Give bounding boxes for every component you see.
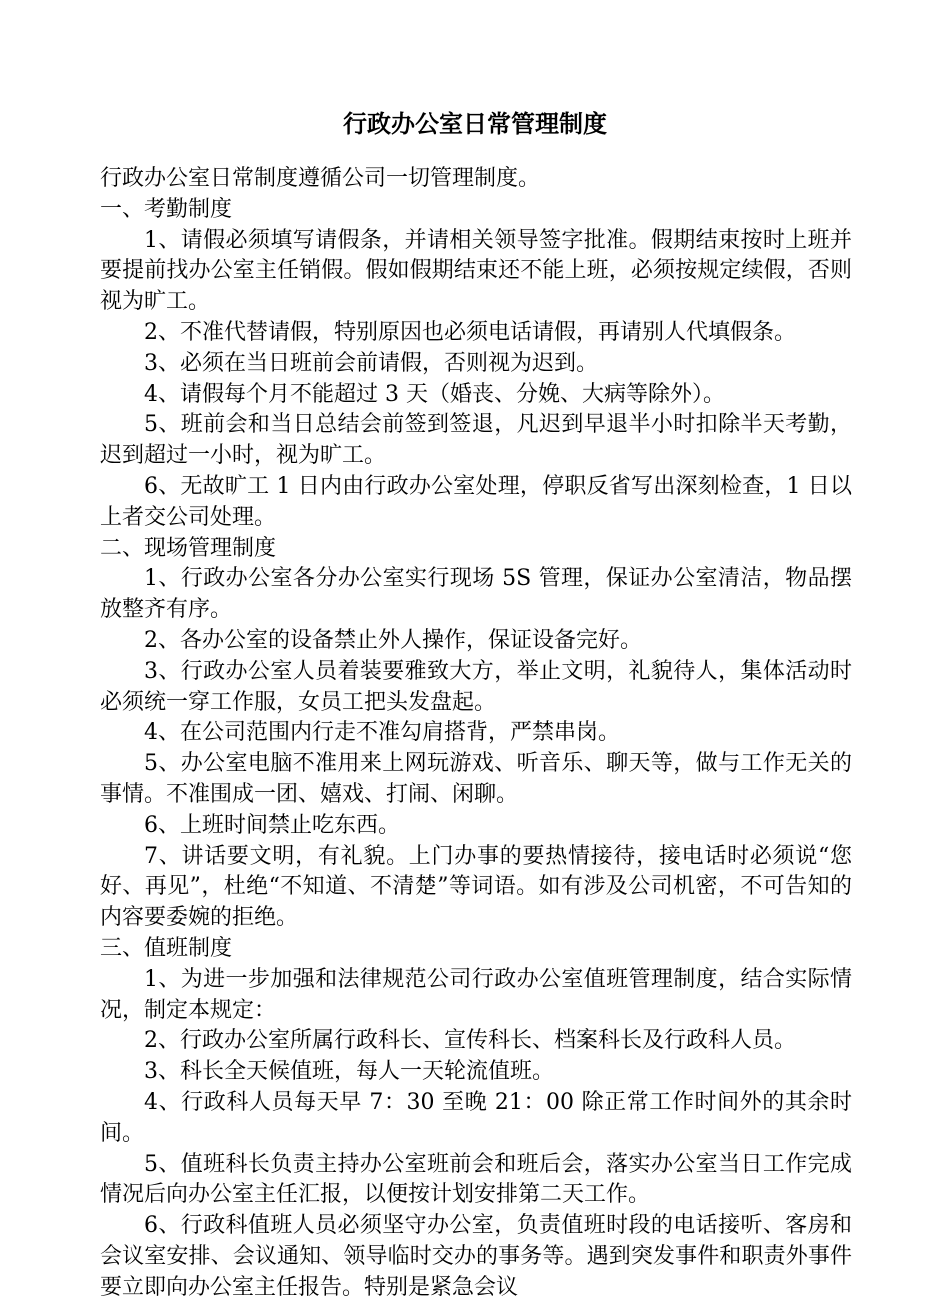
paragraph: 2、不准代替请假，特别原因也必须电话请假，再请别人代填假条。 (144, 319, 796, 345)
paragraph: 6、行政科值班人员必须坚守办公室，负责值班时段的电话接听、客房和会议室安排、会议通知、领导临时交办的事务等。遇到突发事件和职责外事件要立即向办公室主任报告。特别是紧急会议 (100, 1213, 852, 1300)
paragraph: 5、值班科长负责主持办公室班前会和班后会，落实办公室当日工作完成情况后向办公室主任汇报，以便按计划安排第二天工作。 (100, 1151, 852, 1208)
section-heading: 三、值班制度 (100, 935, 233, 961)
paragraph: 6、上班时间禁止吃东西。 (144, 812, 400, 838)
paragraph: 4、行政科人员每天早 7：30 至晚 21：00 除正常工作时间外的其余时间。 (100, 1089, 852, 1146)
paragraph: 3、科长全天候值班，每人一天轮流值班。 (144, 1059, 554, 1085)
paragraph: 4、在公司范围内行走不准勾肩搭背，严禁串岗。 (144, 720, 620, 746)
paragraph: 3、必须在当日班前会前请假，否则视为迟到。 (144, 350, 598, 376)
paragraph: 5、办公室电脑不准用来上网玩游戏、听音乐、聊天等，做与工作无关的事情。不准围成一团、嬉戏、打闹、闲聊。 (100, 751, 852, 807)
document-title: 行政办公室日常管理制度 (343, 110, 607, 138)
document-body (100, 164, 852, 1303)
section-heading: 二、现场管理制度 (100, 535, 277, 561)
paragraph: 行政办公室日常制度遵循公司一切管理制度。 (100, 166, 541, 191)
paragraph: 2、各办公室的设备禁止外人操作，保证设备完好。 (144, 627, 642, 653)
paragraph: 4、请假每个月不能超过 3 天（婚丧、分娩、大病等除外）。 (144, 381, 725, 407)
paragraph: 6、无故旷工 1 日内由行政办公室处理，停职反省写出深刻检查，1 日以上者交公司处理。 (100, 473, 852, 530)
paragraph: 7、讲话要文明，有礼貌。上门办事的要热情接待，接电话时必须说“您好、再见”，杜绝“不知道、不清楚”等词语。如有涉及公司机密，不可告知的内容要委婉的拒绝。 (100, 843, 852, 931)
section-heading: 一、考勤制度 (100, 196, 233, 222)
paragraph: 5、班前会和当日总结会前签到签退，凡迟到早退半小时扣除半天考勤，迟到超过一小时，视为旷工。 (100, 412, 852, 469)
paragraph: 1、为进一步加强和法律规范公司行政办公室值班管理制度，结合实际情况，制定本规定： (100, 966, 852, 1023)
paragraph: 1、请假必须填写请假条，并请相关领导签字批准。假期结束按时上班并要提前找办公室主任销假。假如假期结束还不能上班，必须按规定续假，否则视为旷工。 (100, 227, 852, 315)
paragraph: 1、行政办公室各分办公室实行现场 5S 管理，保证办公室清洁，物品摆放整齐有序。 (100, 566, 852, 623)
paragraph: 3、行政办公室人员着装要雅致大方，举止文明，礼貌待人，集体活动时必须统一穿工作服，女员工把头发盘起。 (100, 658, 852, 715)
paragraph: 2、行政办公室所属行政科长、宣传科长、档案科长及行政科人员。 (144, 1028, 796, 1054)
